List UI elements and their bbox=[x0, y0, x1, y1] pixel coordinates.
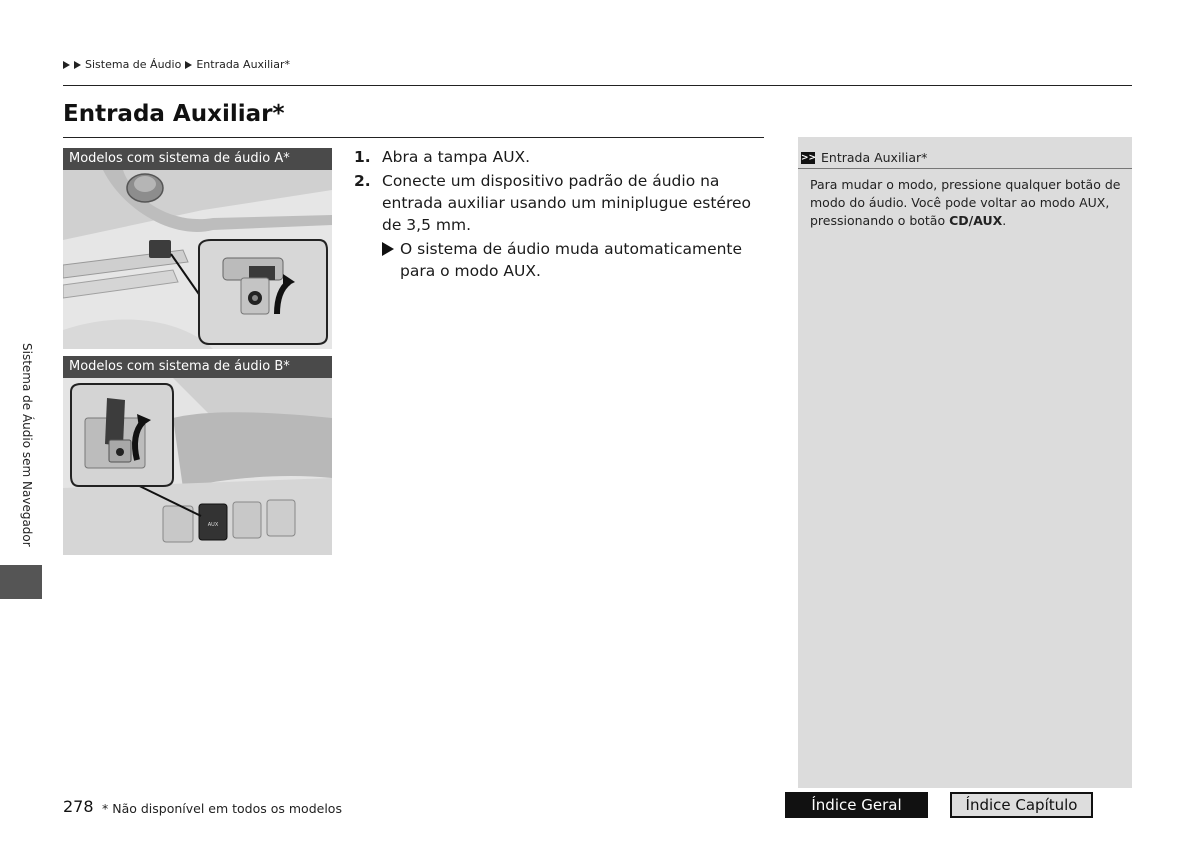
instruction-steps bbox=[354, 146, 766, 282]
step-result bbox=[382, 238, 766, 282]
chapter-index-button[interactable]: Índice Capítulo bbox=[950, 792, 1093, 818]
breadcrumb-arrow-icon bbox=[185, 61, 192, 69]
figure-b-image bbox=[63, 378, 332, 555]
dashboard-aux-cover-illustration bbox=[63, 170, 332, 349]
step-item bbox=[354, 170, 766, 236]
console-aux-cover-illustration bbox=[63, 378, 332, 555]
index-button[interactable]: Índice Geral bbox=[785, 792, 928, 818]
sidebar-text-part: Para mudar o modo, pressione qualquer botão de modo do áudio. Você pode voltar ao modo AUX, pressionando o botão bbox=[810, 177, 1121, 228]
step-number: 1. bbox=[354, 148, 371, 166]
title-divider bbox=[63, 137, 764, 138]
chapter-side-label: Sistema de Áudio sem Navegador bbox=[20, 343, 34, 547]
aux-button-label: AUX bbox=[207, 522, 219, 528]
step-item bbox=[354, 146, 766, 168]
step-result-text: O sistema de áudio muda automaticamente para o modo AUX. bbox=[400, 240, 743, 280]
figure-a-label: Modelos com sistema de áudio A* bbox=[63, 148, 332, 170]
sidebar-bold-text: CD/AUX bbox=[949, 213, 1003, 228]
footnote: * Não disponível em todos os modelos bbox=[102, 801, 342, 816]
breadcrumb bbox=[63, 58, 290, 71]
figure-a-image bbox=[63, 170, 332, 349]
figure-b-label: Modelos com sistema de áudio B* bbox=[63, 356, 332, 378]
step-number: 2. bbox=[354, 172, 371, 190]
reference-sidebar bbox=[798, 137, 1132, 788]
sidebar-text-part: . bbox=[1002, 213, 1007, 228]
page-title: Entrada Auxiliar* bbox=[63, 101, 285, 127]
breadcrumb-current: Entrada Auxiliar* bbox=[196, 58, 290, 71]
breadcrumb-arrow-icon bbox=[63, 61, 70, 69]
header-divider bbox=[63, 85, 1132, 86]
step-text: Conecte um dispositivo padrão de áudio na entrada auxiliar usando um miniplugue estéreo de 3,5 mm. bbox=[382, 172, 752, 234]
sidebar-text bbox=[810, 176, 1126, 230]
reference-icon: >> bbox=[801, 152, 817, 163]
page-number: 278 bbox=[63, 797, 94, 816]
step-text: Abra a tampa AUX. bbox=[382, 148, 531, 166]
sidebar-heading bbox=[798, 147, 1132, 169]
breadcrumb-section-link[interactable]: Sistema de Áudio bbox=[85, 58, 182, 71]
breadcrumb-arrow-icon bbox=[74, 61, 81, 69]
sidebar-heading-text: Entrada Auxiliar* bbox=[821, 150, 928, 165]
result-arrow-icon bbox=[382, 242, 394, 256]
chapter-tab[interactable] bbox=[0, 565, 42, 599]
